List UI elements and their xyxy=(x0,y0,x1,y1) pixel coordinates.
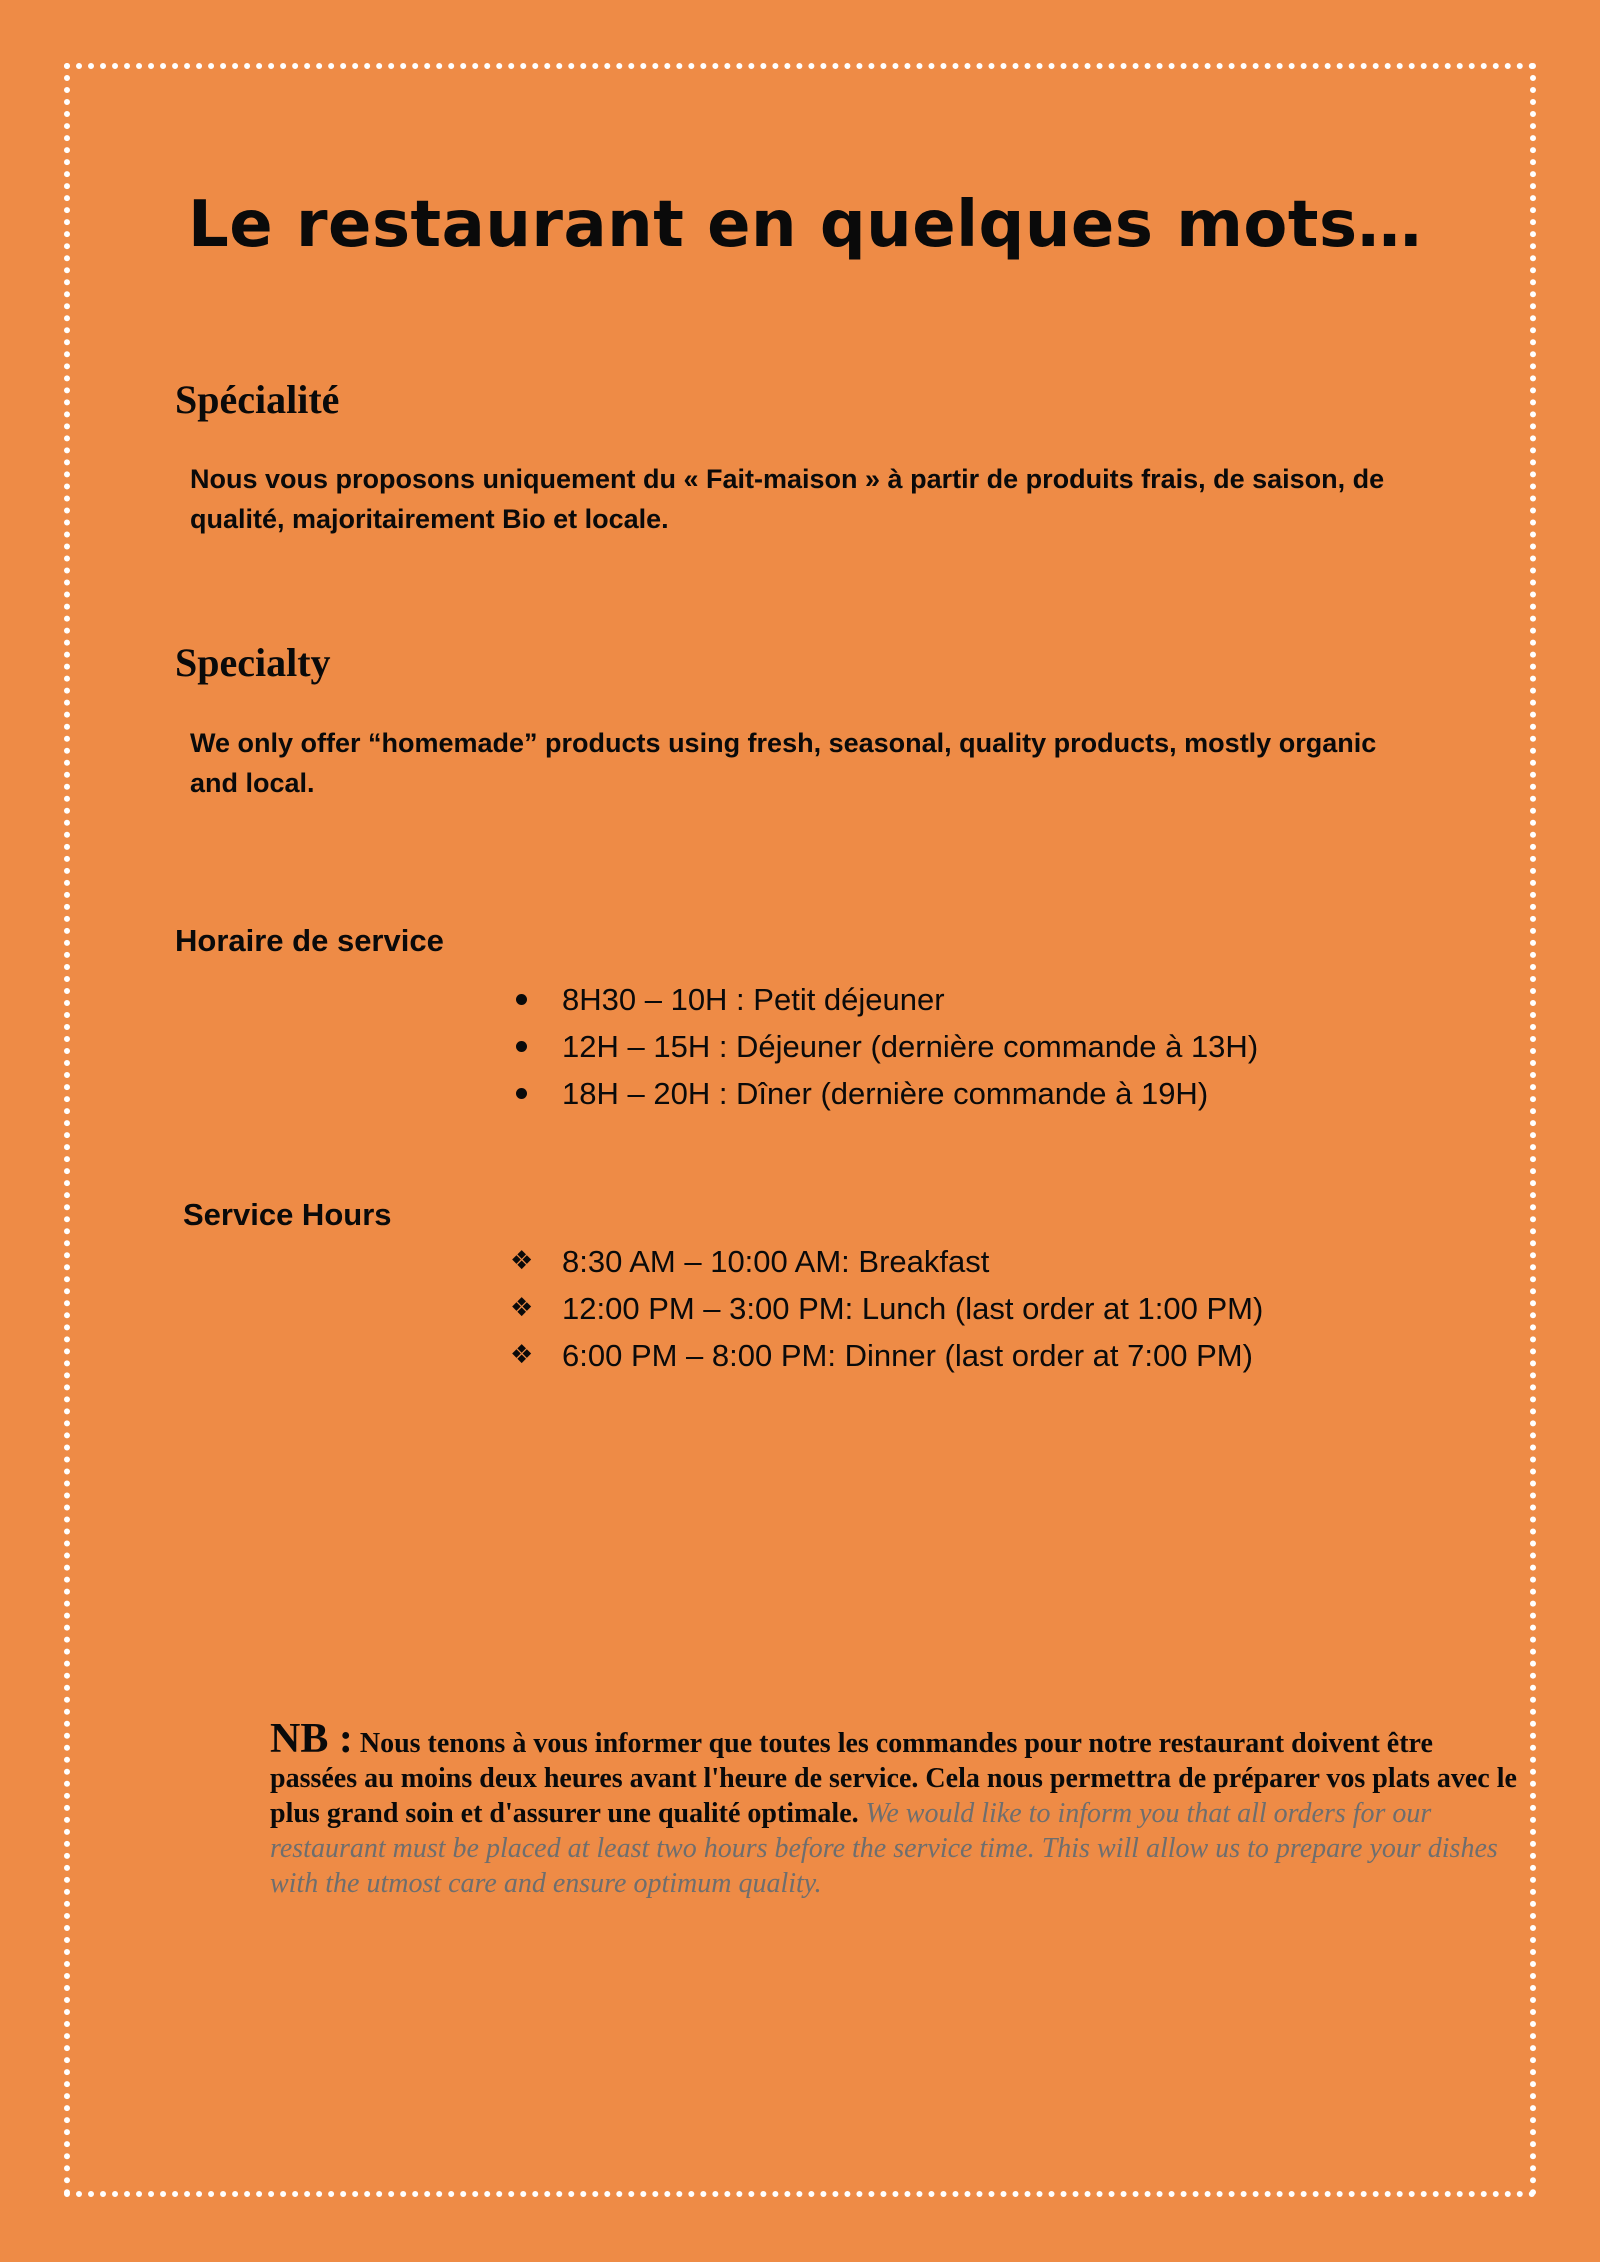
horaire-heading: Horaire de service xyxy=(175,923,444,958)
service-hours-heading: Service Hours xyxy=(183,1197,392,1232)
list-item xyxy=(510,1238,1263,1285)
diamond-bullet-icon: ❖ xyxy=(510,1246,534,1276)
nb-label: NB : xyxy=(270,1716,353,1762)
horaire-item-text: 12H – 15H : Déjeuner (dernière commande à 13H) xyxy=(562,1029,1259,1064)
list-item xyxy=(510,976,1258,1023)
horaire-list xyxy=(510,976,1258,1117)
bullet-dot-icon xyxy=(516,1088,527,1099)
service-hours-item-text: 12:00 PM – 3:00 PM: Lunch (last order at 1:00 PM) xyxy=(562,1291,1264,1326)
list-item xyxy=(510,1023,1258,1070)
horaire-item-text: 18H – 20H : Dîner (dernière commande à 19H) xyxy=(562,1076,1209,1111)
nb-french-text: Nous tenons à vous informer que toutes les commandes pour notre restaurant doivent être passées au moins deux heures avant l'heure de service. Cela nous permettra de préparer vos plats avec le plus grand soin et d'assurer une qualité optimale. xyxy=(270,1728,1517,1829)
bullet-dot-icon xyxy=(516,1041,527,1052)
bullet-dot-icon xyxy=(516,994,527,1005)
diamond-bullet-icon: ❖ xyxy=(510,1340,534,1370)
list-item xyxy=(510,1070,1258,1117)
diamond-bullet-icon: ❖ xyxy=(510,1293,534,1323)
specialty-heading: Specialty xyxy=(175,640,331,685)
nb-english-text: We would like to inform you that all orders for our restaurant must be placed at least two hours before the service time. This will allow us to prepare your dishes with the utmost care and ensure optimum quality. xyxy=(270,1798,1498,1899)
specialite-heading: Spécialité xyxy=(175,377,340,422)
service-hours-list xyxy=(510,1238,1263,1379)
nb-notice xyxy=(270,1716,1520,1901)
specialite-text: Nous vous proposons uniquement du « Fait-maison » à partir de produits frais, de saison, de qualité, majoritairement Bio et locale. xyxy=(190,464,1385,534)
service-hours-item-text: 8:30 AM – 10:00 AM: Breakfast xyxy=(562,1244,990,1279)
horaire-item-text: 8H30 – 10H : Petit déjeuner xyxy=(562,982,945,1017)
page-title: Le restaurant en quelques mots… xyxy=(188,188,1423,262)
specialty-text: We only offer “homemade” products using fresh, seasonal, quality products, mostly organic and local. xyxy=(190,728,1377,798)
list-item xyxy=(510,1332,1263,1379)
service-hours-item-text: 6:00 PM – 8:00 PM: Dinner (last order at 7:00 PM) xyxy=(562,1338,1253,1373)
list-item xyxy=(510,1285,1263,1332)
